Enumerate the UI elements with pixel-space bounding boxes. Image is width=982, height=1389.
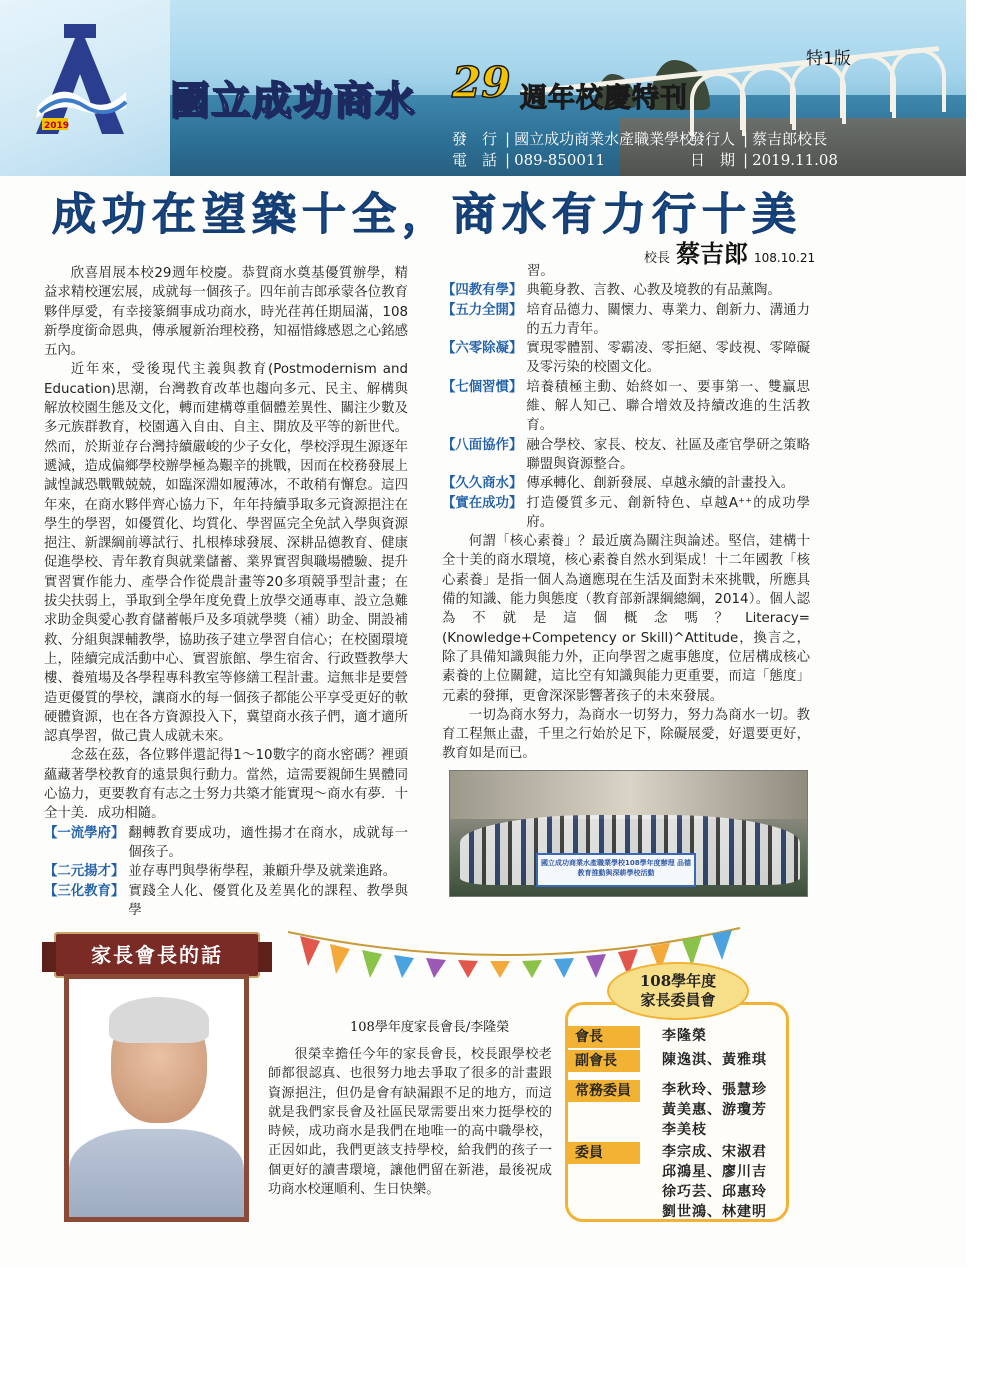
motto-text: 實現零體罰、零霸凌、零拒絕、零歧視、零障礙及零污染的校園文化。 — [526, 341, 810, 376]
date-row: 日 期 | 2019.11.08 — [690, 151, 838, 169]
phone-label: 電 話 — [452, 151, 498, 169]
committee-name: 黃美惠、游瓊芳 — [662, 1102, 767, 1118]
motto-item — [442, 281, 810, 300]
motto-item — [442, 436, 810, 475]
committee-role: 委員 — [567, 1142, 640, 1164]
motto-text: 培養積極主動、始終如一、要事第一、雙贏思維、解人知己、聯合增效及持續改進的生活教育。 — [526, 379, 810, 434]
article-paragraph: 念茲在茲，各位夥伴還記得1～10數字的商水密碼？裡頭蘊藏著學校教育的遠景與行動力。當然，這需要親師生異體同心協力，更要教育有志之士努力共築才能實現～商水有夢．十全十美．成功相隨。 — [44, 748, 408, 822]
motto-text: 翻轉教育要成功，適性揚才在商水，成就每一個孩子。 — [128, 825, 408, 860]
motto-item — [442, 474, 810, 493]
anniversary-number: 29 — [452, 58, 511, 107]
motto-text: 融合學校、家長、校友、社區及產官學研之策略聯盟與資源整合。 — [526, 437, 810, 472]
motto-text: 並存專門與學術學程，兼顧升學及就業進路。 — [128, 864, 397, 880]
committee-name: 陳逸淇、黃雅琪 — [662, 1052, 767, 1068]
committee-row — [567, 1026, 787, 1048]
committee-header — [607, 962, 749, 1020]
motto-item — [442, 494, 810, 533]
committee-role: 常務委員 — [567, 1080, 640, 1102]
motto-tag: 【實在成功】 — [442, 495, 523, 511]
motto-tag: 【六零除凝】 — [442, 341, 523, 357]
committee-name: 李隆榮 — [662, 1028, 707, 1044]
committee-name: 徐巧芸、邱惠玲 — [662, 1184, 767, 1200]
school-logo-icon — [30, 22, 130, 142]
issuer-label: 發行人 — [690, 130, 736, 148]
motto-tag: 【四教有學】 — [442, 283, 523, 299]
motto-tag: 【五力全開】 — [442, 302, 523, 318]
continuation-text: 習。 — [527, 264, 554, 279]
motto-item — [442, 378, 810, 436]
committee-row — [567, 1080, 787, 1140]
byline-title: 校長 — [644, 251, 671, 266]
photo-banner-text: 國立成功商業水產職業學校108學年度辦理 品德教育推動與深耕學校活動 — [536, 853, 696, 887]
byline-date: 108.10.21 — [754, 251, 816, 265]
motto-tag: 【七個習慣】 — [442, 379, 523, 395]
issuer-row: 發行人 | 蔡吉郎校長 — [690, 130, 828, 148]
motto-item — [442, 301, 810, 340]
committee-name: 李美枝 — [662, 1122, 707, 1138]
article-headline: 成功在望築十全，商水有力行十美 — [52, 189, 802, 240]
parents-message: 很榮幸擔任今年的家長會長，校長跟學校老師都很認真、也很努力地去爭取了很多的計畫跟資源挹注，但仍是會有缺漏跟不足的地方，而這就是我們家長會及社區民眾需要出來力挺學校的時候，成功商水是我們在地唯一的高中職學校，正因如此，我們更該支持學校，給我們的孩子一個更好的讀書環境，讓他們留在新港，最後祝成功商水校運順利、生日快樂。 — [268, 1047, 552, 1198]
motto-tag: 【八面協作】 — [442, 437, 523, 453]
portrait-hair — [109, 997, 209, 1043]
motto-text: 培育品德力、關懷力、專業力、創新力、溝通力的五力青年。 — [526, 302, 810, 337]
date-label: 日 期 — [690, 151, 736, 169]
portrait-shirt — [69, 1129, 244, 1222]
motto-item — [44, 862, 408, 881]
edition-badge: 特1版 — [806, 49, 851, 69]
article-right-column — [442, 262, 810, 764]
phone-row: 電 話 | 089-850011 — [452, 151, 606, 169]
committee-name: 邱鴻星、廖川吉 — [662, 1164, 767, 1180]
publisher-value: 國立成功商業水產職業學校 — [514, 130, 695, 148]
committee-name: 劉世鴻、林建明 — [662, 1204, 767, 1220]
article-paragraph: 欣喜眉展本校29週年校慶。恭賀商水奠基優質辦學，精益求精校運宏展，成就每一個孩子。四年前吉郎承蒙各位教育夥伴厚愛，有幸接篆綢事成功商水，時光荏苒任期屆滿，108新學度銜命恩典，傳承履新治理校務，知福惜緣感恩之心銘感五內。 — [44, 266, 408, 359]
article-paragraph: 近年來，受後現代主義與教育(Postmodernism and Education)思潮，台灣教育改革也趨向多元、民主、解構與解放校園生態及文化，轉而建構尊重個體差異性、關注少數及多元族群教育，校園邁入自由、自主、開放及平等的新世代。然而，於斯並存台灣持續嚴峻的少子女化，學校浮現生源逐年遞減，造成偏鄉學校辦學極為艱辛的挑戰，因而在校務發展上誠惶誠恐戰戰兢兢，如臨深淵如履薄冰，不敢稍有懈怠。這四年來，在商水夥伴齊心協力下，年年持續爭取多元資源挹注在學生的學習，如優質化、均質化、學習區完全免試入學與資源挹注、新課綱前導試行、扎根棒球發展、深耕品德教育、健康促進學校、青年教育與就業儲蓄、業界實習與職場體驗、提升實習實作能力、產學合作從農計畫等20多項競爭型計畫；在拔尖扶弱上，爭取到全學年度免費上放學交通專車、設立急難求助金與愛心教育儲蓄帳戶及多項就學獎（補）助金、開設補救、分組與課輔教學，協助孩子建立學習自信心；在校園環境上，陸續完成活動中心、實習旅館、學生宿舍、行政暨教學大樓、養殖場及各學程專科教室等修繕工程計畫。這無非是要營造更優質的學校，讓商水的每一個孩子都能公平享受更好的軟硬體資源，也在各方資源投入下，冀望商水孩子們，適才適所認真學習，做己貴人成就未來。 — [44, 362, 408, 745]
motto-text: 打造優質多元、創新特色、卓越A⁺⁺的成功學府。 — [526, 495, 810, 530]
motto-tag: 【三化教育】 — [44, 883, 125, 899]
committee-role: 會長 — [567, 1026, 640, 1048]
photo-building — [450, 771, 808, 819]
committee-name: 李宗成、宋淑君 — [662, 1144, 767, 1160]
committee-row — [567, 1142, 787, 1222]
article-left-column — [44, 264, 408, 920]
bridge-arch — [740, 66, 796, 130]
motto-item — [44, 824, 408, 863]
committee-role: 副會長 — [567, 1050, 640, 1072]
motto-tag: 【二元揚才】 — [44, 864, 125, 880]
logo-year: 2019 — [44, 121, 70, 131]
committee-header-line1: 108學年度 — [639, 972, 717, 990]
issuer-value: 蔡吉郎校長 — [752, 130, 828, 148]
motto-item — [442, 339, 810, 378]
motto-tag: 【一流學府】 — [44, 825, 125, 841]
motto-item — [44, 882, 408, 921]
committee-names — [640, 1142, 767, 1222]
parent-chair-portrait — [64, 974, 249, 1222]
committee-header-line2: 家長委員會 — [640, 991, 716, 1009]
publisher-label: 發 行 — [452, 130, 498, 148]
article-paragraph: 一切為商水努力，為商水一切努力，努力為商水一切。教育工程無止盡，千里之行始於足下，除礙展愛，好還要更好，教育如是而已。 — [442, 707, 810, 762]
committee-names — [640, 1080, 767, 1140]
byline-name: 蔡吉郎 — [676, 239, 749, 268]
motto-text: 實踐全人化、優質化及差異化的課程、教學與學 — [128, 883, 408, 918]
group-photo — [449, 770, 808, 897]
masthead-banner — [0, 0, 966, 176]
newspaper-title: 國立成功商水 — [170, 79, 417, 124]
bridge-arch — [890, 48, 946, 112]
date-value: 2019.11.08 — [752, 151, 838, 169]
motto-tag: 【久久商水】 — [442, 476, 523, 492]
publisher-row: 發 行 | 國立成功商業水產職業學校 — [452, 130, 695, 148]
committee-names — [640, 1050, 767, 1072]
bridge-arch — [690, 72, 746, 136]
anniversary-label: 週年校慶特刊 — [520, 83, 688, 114]
committee-row — [567, 1050, 787, 1072]
parents-ribbon-title: 家長會長的話 — [54, 932, 260, 978]
parents-subtitle: 108學年度家長會長/李隆榮 — [350, 1020, 510, 1035]
bridge-arch — [790, 60, 846, 124]
article-paragraph: 何謂「核心素養」？最近廣為關注與論述。堅信，建構十全十美的商水環境，核心素養自然水到渠成！十二年國教「核心素養」是指一個人為適應現在生活及面對未來挑戰，所應具備的知識、能力與態度（教育部新課綱總綱，2014）。個人認為不就是這個概念嗎？Literacy=(Knowledge+Competency or Skill)^Attitude，換言之，除了具備知識與能力外，正向學習之處事態度，位居構成核心素養的上位關鍵，這比空有知識與能力更重要，而這「態度」元素的發揮，更會深深影響著孩子的未來發展。 — [442, 534, 810, 704]
motto-text: 傳承轉化、創新發展、卓越永續的計畫投入。 — [526, 476, 795, 492]
committee-names — [640, 1026, 707, 1048]
phone-value: 089-850011 — [514, 151, 606, 169]
motto-text: 典範身教、言教、心教及境教的有品薰陶。 — [526, 283, 781, 299]
committee-name: 李秋玲、張慧珍 — [662, 1082, 767, 1098]
